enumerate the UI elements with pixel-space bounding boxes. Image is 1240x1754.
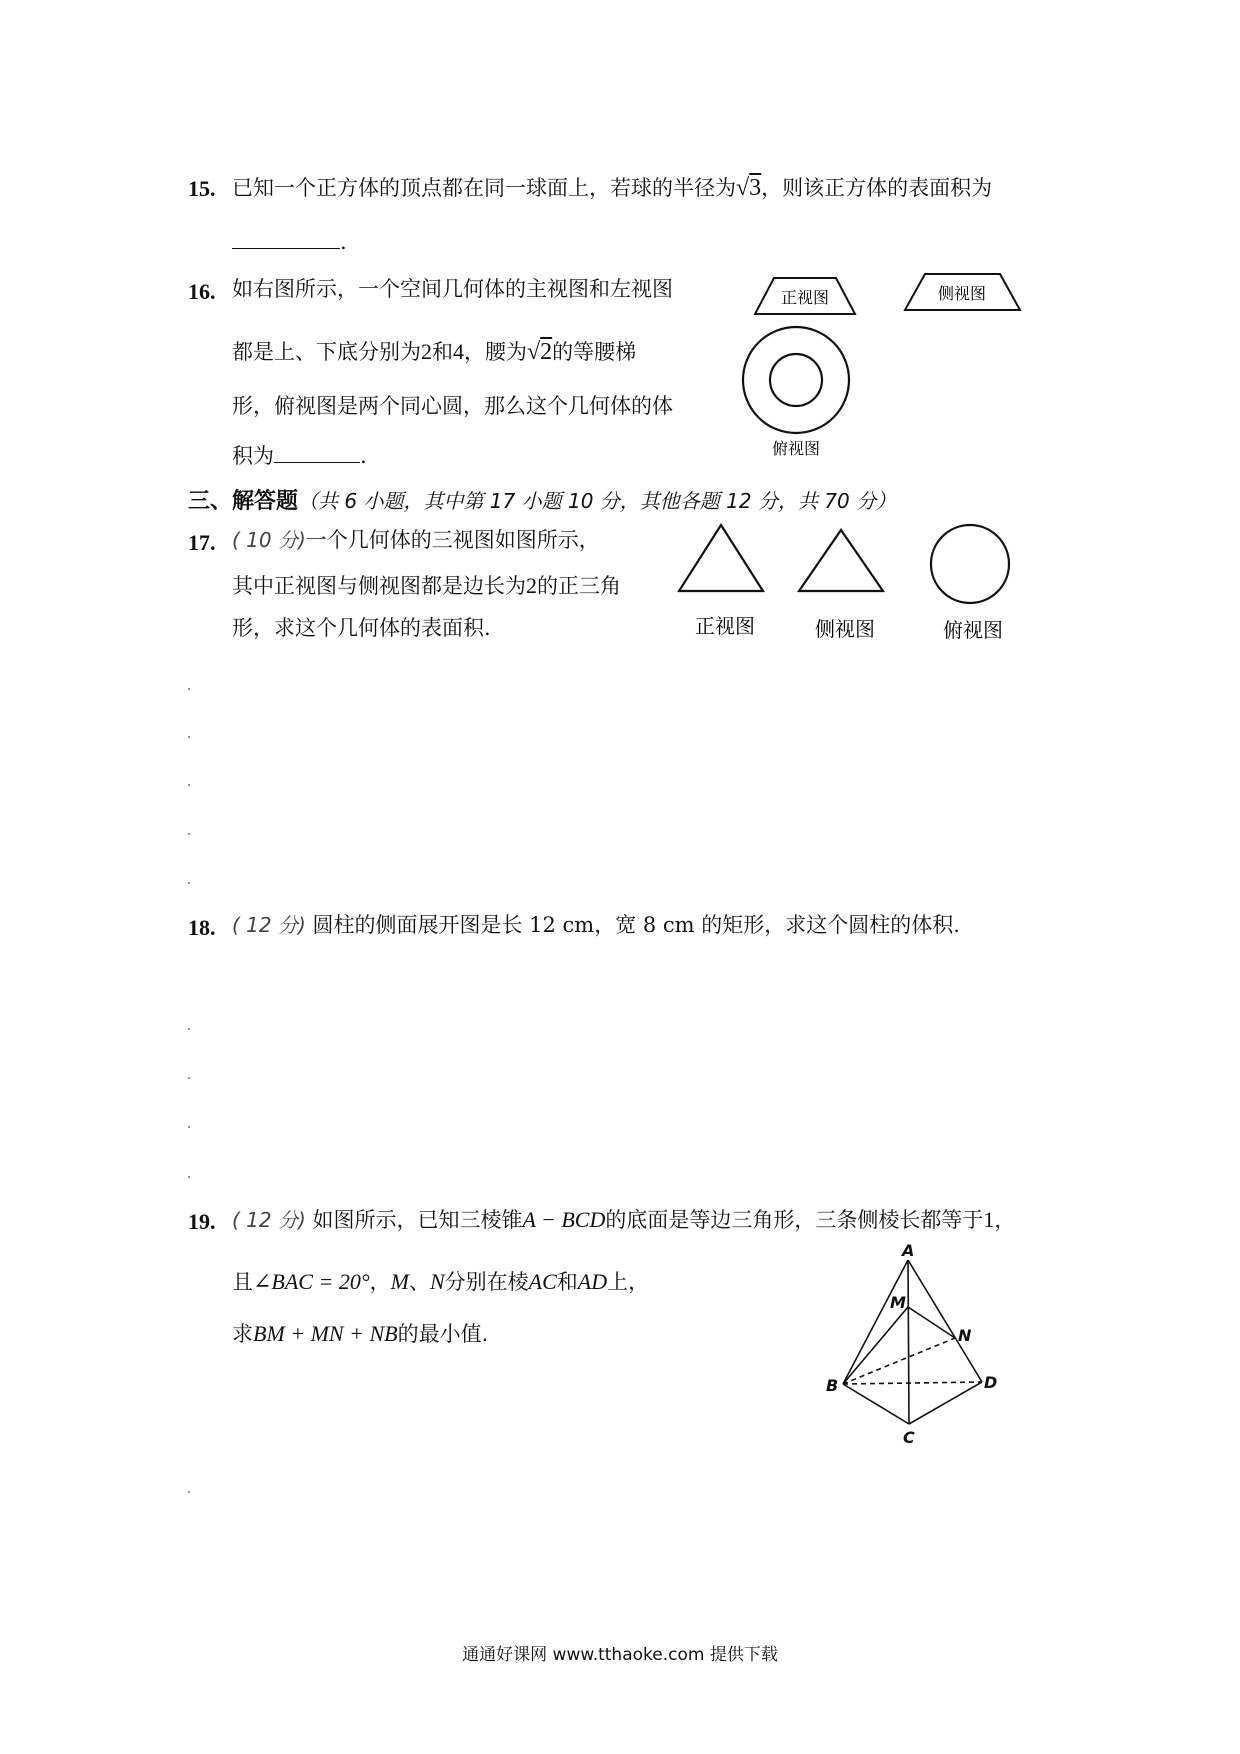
section3-title: 三、解答题: [188, 488, 299, 514]
margin-dot: [188, 688, 190, 690]
q16-side-label: 侧视图: [937, 284, 987, 303]
q16-blank: [274, 448, 360, 463]
q17-three-view-figure: [675, 515, 1025, 655]
q19-line1-end: ，: [994, 1208, 1016, 1232]
q15-sqrt: √3: [736, 175, 762, 201]
q16-three-view-figure: [730, 260, 1030, 470]
vertex-C-label: C: [903, 1428, 915, 1447]
segment-NB: [843, 1338, 955, 1384]
q15-blank: [232, 234, 340, 249]
q19-and: 和: [556, 1270, 578, 1294]
margin-dot: [188, 736, 190, 738]
q16-line4: [232, 446, 367, 467]
q18-score: ( 12 分): [232, 913, 306, 937]
q17-front-triangle: [679, 525, 763, 591]
q19-line1-before: 如图所示，已知三棱锥: [312, 1208, 523, 1232]
q17-front-label: 正视图: [695, 614, 755, 638]
q17-line3: 形，求这个几何体的表面积.: [232, 616, 491, 640]
q17-top-circle: [931, 525, 1009, 603]
q19-number: 19.: [188, 1209, 216, 1234]
q16-front-label: 正视图: [780, 288, 830, 307]
q19-score: ( 12 分): [232, 1208, 306, 1232]
q17-top-label: 俯视图: [943, 618, 1003, 642]
q19-line2-start: 且: [232, 1270, 253, 1294]
q17-number: 17.: [188, 530, 216, 555]
q16-inner-circle: [770, 354, 822, 406]
margin-dot: [188, 1028, 190, 1030]
margin-dot: [188, 1176, 190, 1178]
q16-outer-circle: [743, 327, 849, 433]
q17-line2-after: 的正三角: [537, 574, 621, 598]
q19-line3-start: 求: [232, 1322, 253, 1346]
q18-text: 圆柱的侧面展开图是长 12 cm，宽 8 cm 的矩形，求这个圆柱的体积.: [312, 913, 960, 937]
q15-text-before: 已知一个正方体的顶点都在同一球面上，若球的半径为: [232, 176, 736, 200]
q16-num4: 4: [453, 339, 464, 364]
q19-line2-mid2: 分别在棱: [444, 1270, 529, 1294]
segment-BM: [843, 1307, 908, 1384]
q19-line1-after: 的底面是等边三角形，三条侧棱长都等于: [605, 1208, 984, 1232]
q16-line4-text: 积为: [232, 444, 274, 468]
q16-comma: ，腰为: [464, 340, 527, 364]
q17-line2-before: 其中正视图与侧视图都是边长为: [232, 574, 526, 598]
edge-AB: [843, 1260, 908, 1384]
margin-dot: [188, 1491, 190, 1493]
q18-number: 18.: [188, 915, 216, 940]
q19-AD: AD: [577, 1269, 608, 1294]
q19-expr: BM + MN + NB: [253, 1321, 398, 1346]
vertex-B-label: B: [826, 1376, 839, 1395]
q19-angle: ∠BAC = 20°: [253, 1269, 370, 1294]
margin-dot: [188, 833, 190, 835]
edge-BD: [843, 1382, 982, 1384]
q19-tetra: A − BCD: [522, 1207, 606, 1232]
segment-MN: [908, 1307, 955, 1338]
q19-line1: [232, 1209, 1015, 1231]
q15-number: 15.: [188, 176, 216, 201]
q17-score: ( 10 分): [232, 528, 306, 552]
vertex-A-label: A: [902, 1241, 915, 1260]
q17-line1-text: 一个几何体的三视图如图所示，: [305, 528, 600, 552]
q19-sep: 、: [408, 1270, 430, 1294]
q15-answer-line: [232, 232, 347, 253]
q16-line2-before: 都是上、下底分别为: [232, 340, 421, 364]
q19-line2: [232, 1271, 649, 1293]
q17-side-label: 侧视图: [815, 617, 875, 641]
q17-line1: [232, 530, 600, 551]
q16-number: 16.: [188, 279, 216, 304]
vertex-D-label: D: [984, 1373, 998, 1392]
q16-line2: [232, 340, 636, 364]
q19-AC: AC: [528, 1269, 557, 1294]
q16-sqrt: √2: [527, 339, 553, 365]
margin-dot: [188, 1077, 190, 1079]
section3-note: （共 6 小题，其中第 17 小题 10 分，其他各题 12 分，共 70 分）: [298, 489, 897, 513]
edge-CD: [909, 1382, 982, 1424]
q16-num2: 2: [421, 339, 432, 364]
margin-dot: [188, 784, 190, 786]
q19-line3: [232, 1323, 488, 1345]
edge-BC: [843, 1384, 909, 1424]
edge-AC: [908, 1260, 909, 1424]
page-footer: 通通好课网 www.tthaoke.com 提供下载: [462, 1645, 778, 1665]
margin-dot: [188, 882, 190, 884]
q16-top-label: 俯视图: [771, 439, 821, 458]
q15-text-after: ，则该正方体的表面积为: [761, 176, 993, 200]
edge-AD: [908, 1260, 982, 1382]
q16-and: 和: [432, 340, 453, 364]
q16-line2-after: 的等腰梯: [552, 340, 637, 364]
q15-end: .: [340, 230, 347, 254]
q17-num2: 2: [526, 573, 537, 598]
q16-line3: 形，俯视图是两个同心圆，那么这个几何体的体: [232, 394, 673, 418]
q19-line2-end: 上，: [607, 1270, 650, 1294]
q16-end: .: [360, 444, 367, 468]
q19-tetrahedron-figure: [810, 1240, 1010, 1460]
section3-heading: [188, 490, 896, 512]
q16-line1: 如右图所示，一个空间几何体的主视图和左视图: [232, 277, 673, 301]
q17-side-triangle: [799, 530, 883, 591]
q19-N: N: [429, 1269, 445, 1294]
q19-M: M: [390, 1269, 409, 1294]
q18-line1: [232, 915, 960, 936]
q19-line3-end: 的最小值.: [397, 1322, 489, 1346]
point-M-label: M: [890, 1293, 906, 1312]
q15-line1: [232, 176, 992, 200]
margin-dot: [188, 1126, 190, 1128]
q19-num1: 1: [983, 1207, 995, 1232]
q17-line2: [232, 575, 621, 597]
q19-line2-mid1: ，: [369, 1270, 391, 1294]
point-N-label: N: [958, 1326, 972, 1345]
